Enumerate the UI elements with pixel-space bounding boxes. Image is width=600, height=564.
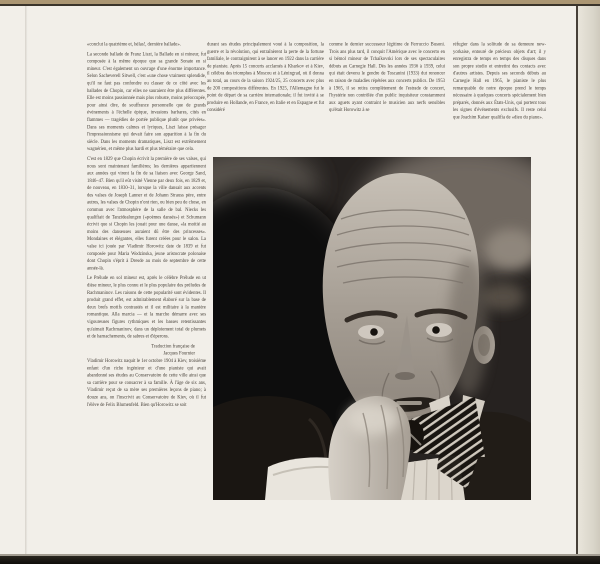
translation-credit-line-1: Traduction française de xyxy=(151,343,195,349)
paragraph-horowitz-bio: Vladimir Horowitz naquit le 1er octobre 1904 à Kiev, troisième enfant d'un riche ingénieur et d'une pianiste qui avait abandonné ses études au Conservatoire de cette ville ainsi que sa carrière pour se consacrer à sa famille. À l'âge de six ans, Vladimir reçut de sa mère ses premières leçons de piano; à douze ans, on l'inscrivit au Conservatoire de Kiev, où il fut l'élève de Felix Blumenfeld. Bien qu'Horowitz se soit xyxy=(87,358,206,408)
horowitz-photo-art xyxy=(213,157,531,500)
paragraph-retirement-return: réfugier dans la solitude de sa demeure new-yorkaise, entouré de précieux objets d'art; il y enregistra de temps en temps des disques dans son propre studio et entretint des contacts avec d'autres artistes. Depuis ses seconds débuts au Carnegie Hall en 1965, le pianiste le plus remarquable de notre époque prend le temps nécessaire à quelques concerts spécialement bien préparés, donnés aux États-Unis, qui portent tous les signes d'événements exclusifs. Il reste celui que Joachim Kaiser qualifia de «dieu du piano». xyxy=(453,42,546,120)
paragraph-america-debut: comme le dernier successeur légitime de Ferruccio Busoni. Trois ans plus tard, il conquit l'Amérique avec le concerto en si bémol mineur de Tchaïkovski lors de ses spectaculaires débuts au Carnegie Hall. Dès les années 1936 à 1939, celui qui était devenu le gendre de Toscanini (1933) dut renoncer en raison de maladies répétées aux concerts publics. De 1953 à 1965, il se retira complètement de l'estrade de concert, l'hystérie non contrôlée d'un public inquisiteur constamment aux aguets ayant contraint le musicien aux nerfs sensibles qu'était Horowitz à se xyxy=(329,42,445,113)
paragraph-rachmaninov-prelude: Le Prélude en sol mineur est, après le célèbre Prélude en ut dièse mineur, le plus connu et le plus populaire des préludes de Rachmaninov. Les raisons de cette popularité sont évidentes. Il produit grand effet, est admirablement élaboré sur la base de deux brefs motifs contrastés et il est militaire à la manière romantique. Alla marcia — et la marche démarre avec ses vigoureuses figures rythmiques et les basses retentissantes qu'aimait Rachmaninov, dans un déploiement total de plumets et de harnachements, de sabres et d'éperons. xyxy=(87,275,206,340)
face-side-shadow xyxy=(448,257,488,397)
left-pupil xyxy=(370,328,378,336)
translation-credit xyxy=(87,343,206,358)
liner-notes-column-3 xyxy=(329,41,445,116)
paragraph-liszt-ballade: La seconde ballade de Franz Liszt, la Ballade en si mineur, fut composée à la même époque que sa grande Sonate en si mineur. C'est également un ouvrage d'une énorme importance. Selon Sacheverell Sitwell, c'est «une chose vraiment splendide, qu'il ne faut pas confondre ou classer de ce côté avec les ballades de Chopin, car elles ne sauraient être plus différentes. Elle est moins passionnée mais plus robuste, moins préoccupée, pour ainsi dire, de souffrance personnelle que de grands événements à l'échelle épique, invasions barbares, cités en flammes — tragédies de portée publique plutôt que privées». Dans ses moments calmes et lyriques, Liszt laisse présager l'impressionnisme qui devait faire son apparition à la fin du siècle. Dans les moments dramatiques, Liszt est extrêmement wagnérien, et même plus hardi et plus téméraire que cela. xyxy=(87,51,206,152)
hand-highlight xyxy=(347,403,399,435)
paragraph-early-career: durant ses études principalement voué à la composition, la guerre et la révolution, qui entraînèrent la perte de la fortune familiale, le contraignirent à se lancer en 1922 dans la carrière de pianiste. Après 15 concerts acclamés à Kharkov et à Kiev, il célébra des triomphes à Moscou et à Léningrad, où il donna au total, au cours de la saison 1924/25, 25 concerts avec plus de 200 compositions différentes. En 1925, l'Allemagne fut le point de départ de sa carrière internationale; il fut invité à se produire en Hollande, en France, en Italie et en Espagne et fut considéré xyxy=(207,42,324,113)
horowitz-photo xyxy=(213,157,531,500)
right-pupil xyxy=(432,326,440,334)
liner-notes-column-4 xyxy=(453,41,546,124)
liner-notes-column-1 xyxy=(87,41,206,411)
nose-shadow xyxy=(395,372,415,380)
teeth xyxy=(396,401,422,405)
liner-notes-column-2 xyxy=(207,41,324,116)
photo-bokeh-spot-2 xyxy=(481,283,525,311)
paragraph-ballade-end: «conclut la quatrième et, hélas!, dernière ballade». xyxy=(87,42,181,47)
translation-credit-line-2: Jacques Fournier xyxy=(163,351,195,357)
paragraph-chopin-valses: C'est en 1829 que Chopin écrivit la première de ses valses, qui nous sont maintenant familières; les dernières appartiennent aux années qui virent la fin de sa liaison avec George Sand, 1846–47. Bien qu'il eût visité Vienne par deux fois, en 1829 et, de nouveau, en 1830–31, lorsque la ville dansait aux accents des valses de Joseph Lanner et de Johann Strauss père, entre autres, les valses de Chopin n'ont rien, ou bien peu de chose, en commun avec l'atmosphère de la salle de bal. Niecks les qualifiait de Tanzidealungen («poèmes dansés») et Schumann écrivit que si Chopin les jouait pour une danse, «la moitié au moins des danseuses auraient dû être des princesses». Mondaines et élégantes, elles furent créées pour le salon. La valse ici jouée par Vladimir Horowitz date de 1839 et fut composée pour Maria Wodzinska, jeune aristocrate polonaise dont Chopin s'éprit à Dresde au mois de septembre de cette année-là. xyxy=(87,156,206,271)
